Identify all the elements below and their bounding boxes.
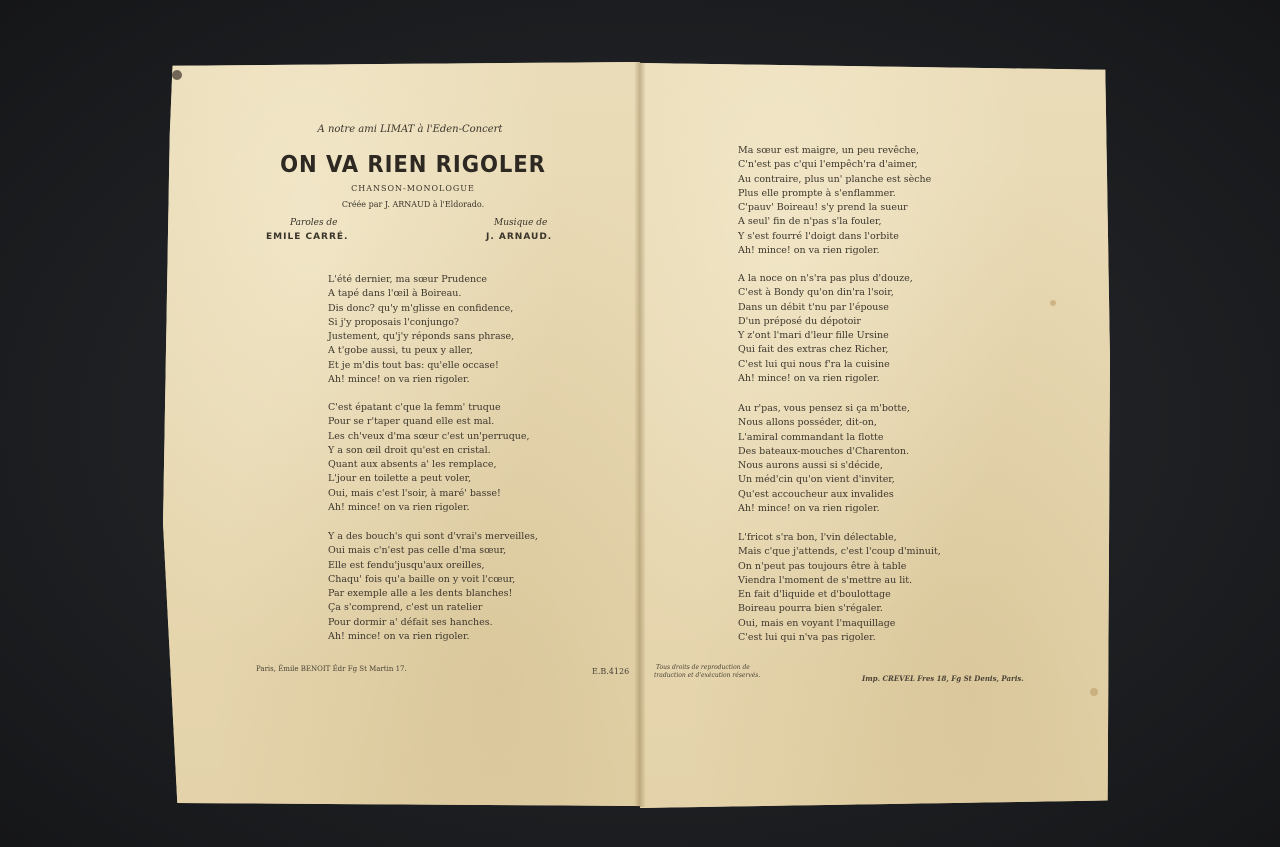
- verse-line: Y a son œil droit qu'est en cristal.: [328, 444, 491, 456]
- stanza-right-3: [738, 402, 910, 516]
- verse-line: C'est épatant c'que la femm' truque: [328, 402, 501, 413]
- verse-line: A la noce on n's'ra pas plus d'douze,: [738, 273, 913, 284]
- verse-line: Ma sœur est maigre, un peu revêche,: [738, 145, 920, 156]
- verse-line: Dans un débit t'nu par l'épouse: [738, 301, 889, 313]
- verse-line: Nous allons posséder, dit-on,: [738, 417, 877, 429]
- refrain-line: Ah! mince! on va rien rigoler.: [738, 373, 880, 385]
- verse-line: Qui fait des extras chez Richer,: [738, 344, 889, 356]
- verse-line: Chaqu' fois qu'a baille on y voit l'cœur,: [328, 573, 516, 585]
- lyrics-label: Paroles de: [290, 218, 338, 228]
- verse-line: En fait d'liquide et d'boulottage: [738, 589, 891, 601]
- stanza-left-3: [328, 530, 538, 644]
- refrain-line: Ah! mince! on va rien rigoler.: [328, 502, 470, 514]
- verse-line: D'un préposé du dépotoir: [738, 315, 861, 327]
- verse-line: Y a des bouch's qui sont d'vrai's merveilles,: [328, 531, 538, 542]
- verse-line: A tapé dans l'œil à Boireau.: [328, 288, 462, 300]
- verse-line: Par exemple alle a les dents blanches!: [328, 588, 513, 600]
- verse-line: Y z'ont l'mari d'leur fille Ursine: [738, 330, 889, 342]
- stanza-right-1: [738, 144, 931, 258]
- verse-line: Pour dormir a' défait ses hanches.: [328, 616, 493, 628]
- verse-line: Plus elle prompte à s'enflammer.: [738, 187, 896, 199]
- stain: [1050, 300, 1056, 306]
- verse-line: Oui, mais en voyant l'maquillage: [738, 617, 896, 629]
- verse-line: Pour se r'taper quand elle est mal.: [328, 416, 495, 428]
- lyricist-name: EMILE CARRÉ.: [266, 232, 349, 242]
- verse-line: C'n'est pas c'qui l'empêch'ra d'aimer,: [738, 159, 918, 171]
- song-title: ON VA RIEN RIGOLER: [280, 152, 546, 178]
- verse-line: Au r'pas, vous pensez si ça m'botte,: [738, 403, 910, 414]
- publisher-line: Paris, Émile BENOIT Édr Fg St Martin 17.: [256, 665, 407, 673]
- verse-line: L'amiral commandant la flotte: [738, 431, 884, 443]
- refrain-line: Ah! mince! on va rien rigoler.: [328, 631, 470, 643]
- rights-notice-line-1: Tous droits de reproduction de: [656, 664, 750, 671]
- verse-line: C'est à Bondy qu'on din'ra l'soir,: [738, 287, 894, 299]
- verse-line: A seul' fin de n'pas s'la fouler,: [738, 216, 882, 228]
- verse-line: Nous aurons aussi si s'décide,: [738, 460, 883, 472]
- verse-line: C'est lui qui nous f'ra la cuisine: [738, 358, 890, 370]
- refrain-line: Ah! mince! on va rien rigoler.: [738, 245, 880, 257]
- verse-line: Qu'est accoucheur aux invalides: [738, 488, 894, 500]
- creator-line: Créée par J. ARNAUD à l'Eldorado.: [341, 200, 485, 209]
- verse-line: Si j'y proposais l'conjungo?: [328, 316, 460, 328]
- verse-line: Elle est fendu'jusqu'aux oreilles,: [328, 559, 485, 571]
- plate-number: E.B.4126: [592, 667, 630, 676]
- verse-line: Ça s'comprend, c'est un ratelier: [328, 602, 483, 614]
- printer-line: Imp. CREVEL Fres 18, Fg St Denis, Paris.: [862, 674, 1024, 683]
- verse-line: L'fricot s'ra bon, l'vin délectable,: [738, 532, 897, 543]
- verse-line: L'été dernier, ma sœur Prudence: [328, 274, 488, 285]
- refrain-line: Ah! mince! on va rien rigoler.: [738, 503, 880, 515]
- verse-line: Y s'est fourré l'doigt dans l'orbite: [738, 230, 899, 242]
- verse-line: Dis donc? qu'y m'glisse en confidence,: [328, 302, 514, 314]
- verse-line: L'jour en toilette a peut voler,: [328, 473, 472, 485]
- verse-line: Au contraire, plus un' planche est sèche: [738, 173, 932, 185]
- verse-line: Quant aux absents a' les remplace,: [328, 459, 497, 471]
- verse-line: Oui mais c'n'est pas celle d'ma sœur,: [328, 545, 507, 557]
- stanza-right-2: [738, 272, 913, 386]
- stanza-left-2: [328, 401, 530, 515]
- center-fold: [634, 62, 646, 807]
- verse-line: Boireau pourra bien s'régaler.: [738, 603, 883, 615]
- refrain-line: Ah! mince! on va rien rigoler.: [328, 374, 470, 386]
- verse-line: On n'peut pas toujours être à table: [738, 560, 907, 572]
- verse-line: Et je m'dis tout bas: qu'elle occase!: [328, 359, 499, 371]
- verse-line: Les ch'veux d'ma sœur c'est un'perruque,: [328, 430, 530, 442]
- verse-line: Oui, mais c'est l'soir, à maré' basse!: [328, 487, 501, 499]
- verse-line: Un méd'cin qu'on vient d'inviter,: [738, 474, 895, 486]
- verse-line: C'pauv' Boireau! s'y prend la sueur: [738, 202, 908, 214]
- verse-line: Des bateaux-mouches d'Charenton.: [738, 445, 910, 457]
- stanza-left-1: [328, 273, 514, 387]
- verse-line: Justement, qu'j'y réponds sans phrase,: [328, 331, 515, 343]
- verse-line: A t'gobe aussi, tu peux y aller,: [328, 345, 473, 357]
- refrain-line: C'est lui qui n'va pas rigoler.: [738, 632, 876, 644]
- music-label: Musique de: [494, 218, 548, 228]
- stain: [172, 70, 182, 80]
- stain: [1090, 688, 1098, 696]
- subtitle: CHANSON-MONOLOGUE: [351, 184, 475, 193]
- stanza-right-4: [738, 531, 941, 645]
- dedication: A notre ami LIMAT à l'Eden-Concert: [317, 124, 503, 135]
- verse-line: Viendra l'moment de s'mettre au lit.: [738, 574, 913, 586]
- composer-name: J. ARNAUD.: [486, 232, 553, 242]
- verse-line: Mais c'que j'attends, c'est l'coup d'minuit,: [738, 546, 941, 558]
- rights-notice-line-2: traduction et d'exécution réservés.: [654, 672, 761, 679]
